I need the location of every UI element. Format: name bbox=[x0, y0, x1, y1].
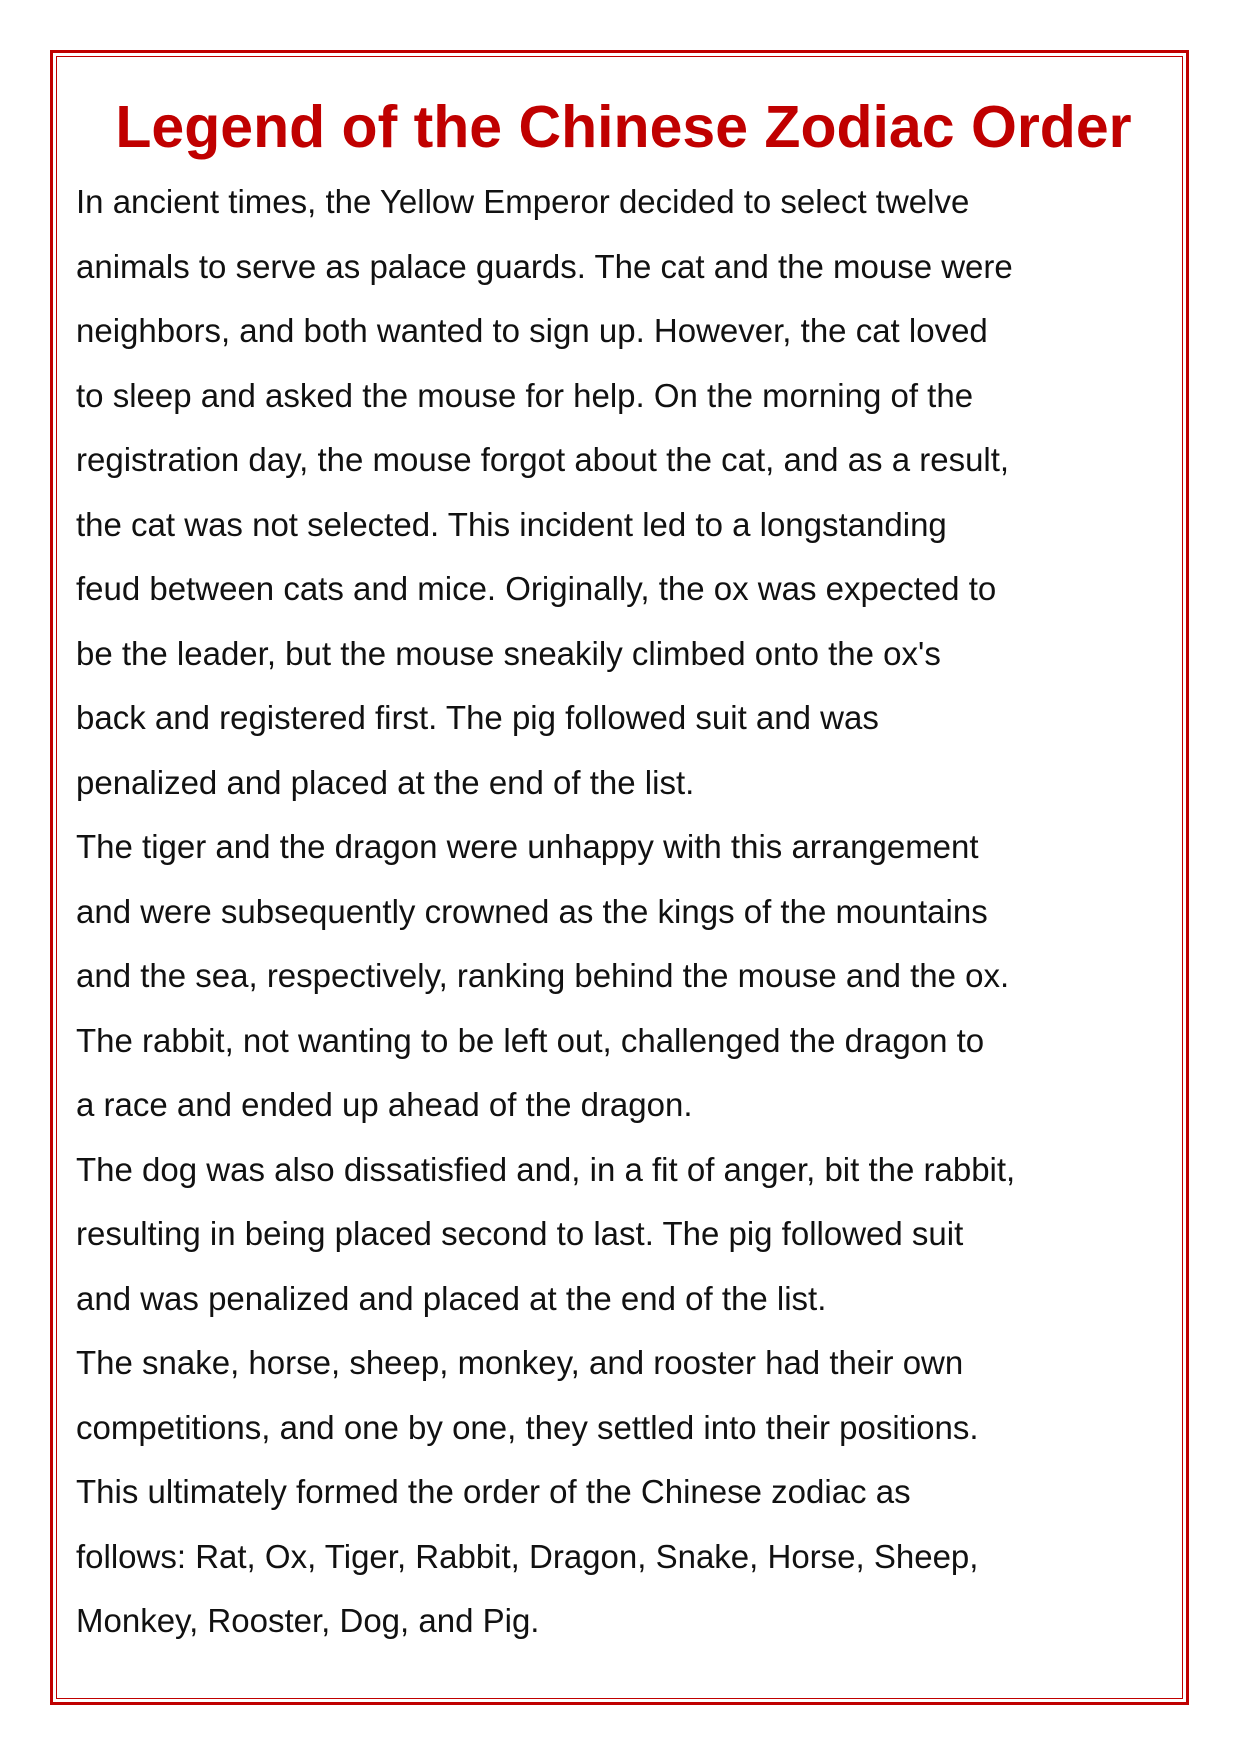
paragraph-2 bbox=[76, 815, 1171, 1138]
text-line: Monkey, Rooster, Dog, and Pig. bbox=[76, 1602, 540, 1639]
text-line: and were subsequently crowned as the kings of the mountains bbox=[76, 892, 988, 930]
text-line: The dog was also dissatisfied and, in a fit of anger, bit the rabbit, bbox=[76, 1150, 1016, 1188]
text-line: back and registered first. The pig followed suit and was bbox=[76, 699, 879, 736]
text-line: a race and ended up ahead of the dragon. bbox=[76, 1086, 693, 1123]
document-content bbox=[76, 84, 1171, 1654]
text-line: The rabbit, not wanting to be left out, challenged the dragon to bbox=[76, 1021, 985, 1059]
paragraph-4 bbox=[76, 1331, 1171, 1654]
text-line: animals to serve as palace guards. The cat and the mouse were bbox=[76, 247, 1013, 285]
text-line: feud between cats and mice. Originally, the ox was expected to bbox=[76, 570, 997, 607]
text-line: and was penalized and placed at the end of the list. bbox=[76, 1279, 827, 1317]
text-line: resulting in being placed second to last. The pig followed suit bbox=[76, 1215, 964, 1252]
text-line: the cat was not selected. This incident led to a longstanding bbox=[76, 505, 947, 543]
text-line: competitions, and one by one, they settled into their positions. bbox=[76, 1408, 979, 1446]
document-body bbox=[76, 170, 1171, 1654]
text-line: neighbors, and both wanted to sign up. However, the cat loved bbox=[76, 312, 988, 349]
text-line: The tiger and the dragon were unhappy with this arrangement bbox=[76, 828, 979, 865]
text-line: be the leader, but the mouse sneakily climbed onto the ox's bbox=[76, 634, 941, 672]
text-line: follows: Rat, Ox, Tiger, Rabbit, Dragon, Snake, Horse, Sheep, bbox=[76, 1537, 979, 1575]
document-title: Legend of the Chinese Zodiac Order bbox=[115, 94, 1132, 160]
text-line: In ancient times, the Yellow Emperor decided to select twelve bbox=[76, 183, 970, 220]
paragraph-1 bbox=[76, 170, 1171, 815]
paragraph-3 bbox=[76, 1138, 1171, 1332]
text-line: registration day, the mouse forgot about the cat, and as a result, bbox=[76, 441, 1010, 478]
text-line: penalized and placed at the end of the list. bbox=[76, 763, 695, 801]
text-line: This ultimately formed the order of the Chinese zodiac as bbox=[76, 1473, 911, 1510]
text-line: The snake, horse, sheep, monkey, and rooster had their own bbox=[76, 1344, 964, 1381]
text-line: and the sea, respectively, ranking behind the mouse and the ox. bbox=[76, 957, 1010, 994]
text-line: to sleep and asked the mouse for help. On the morning of the bbox=[76, 376, 974, 414]
